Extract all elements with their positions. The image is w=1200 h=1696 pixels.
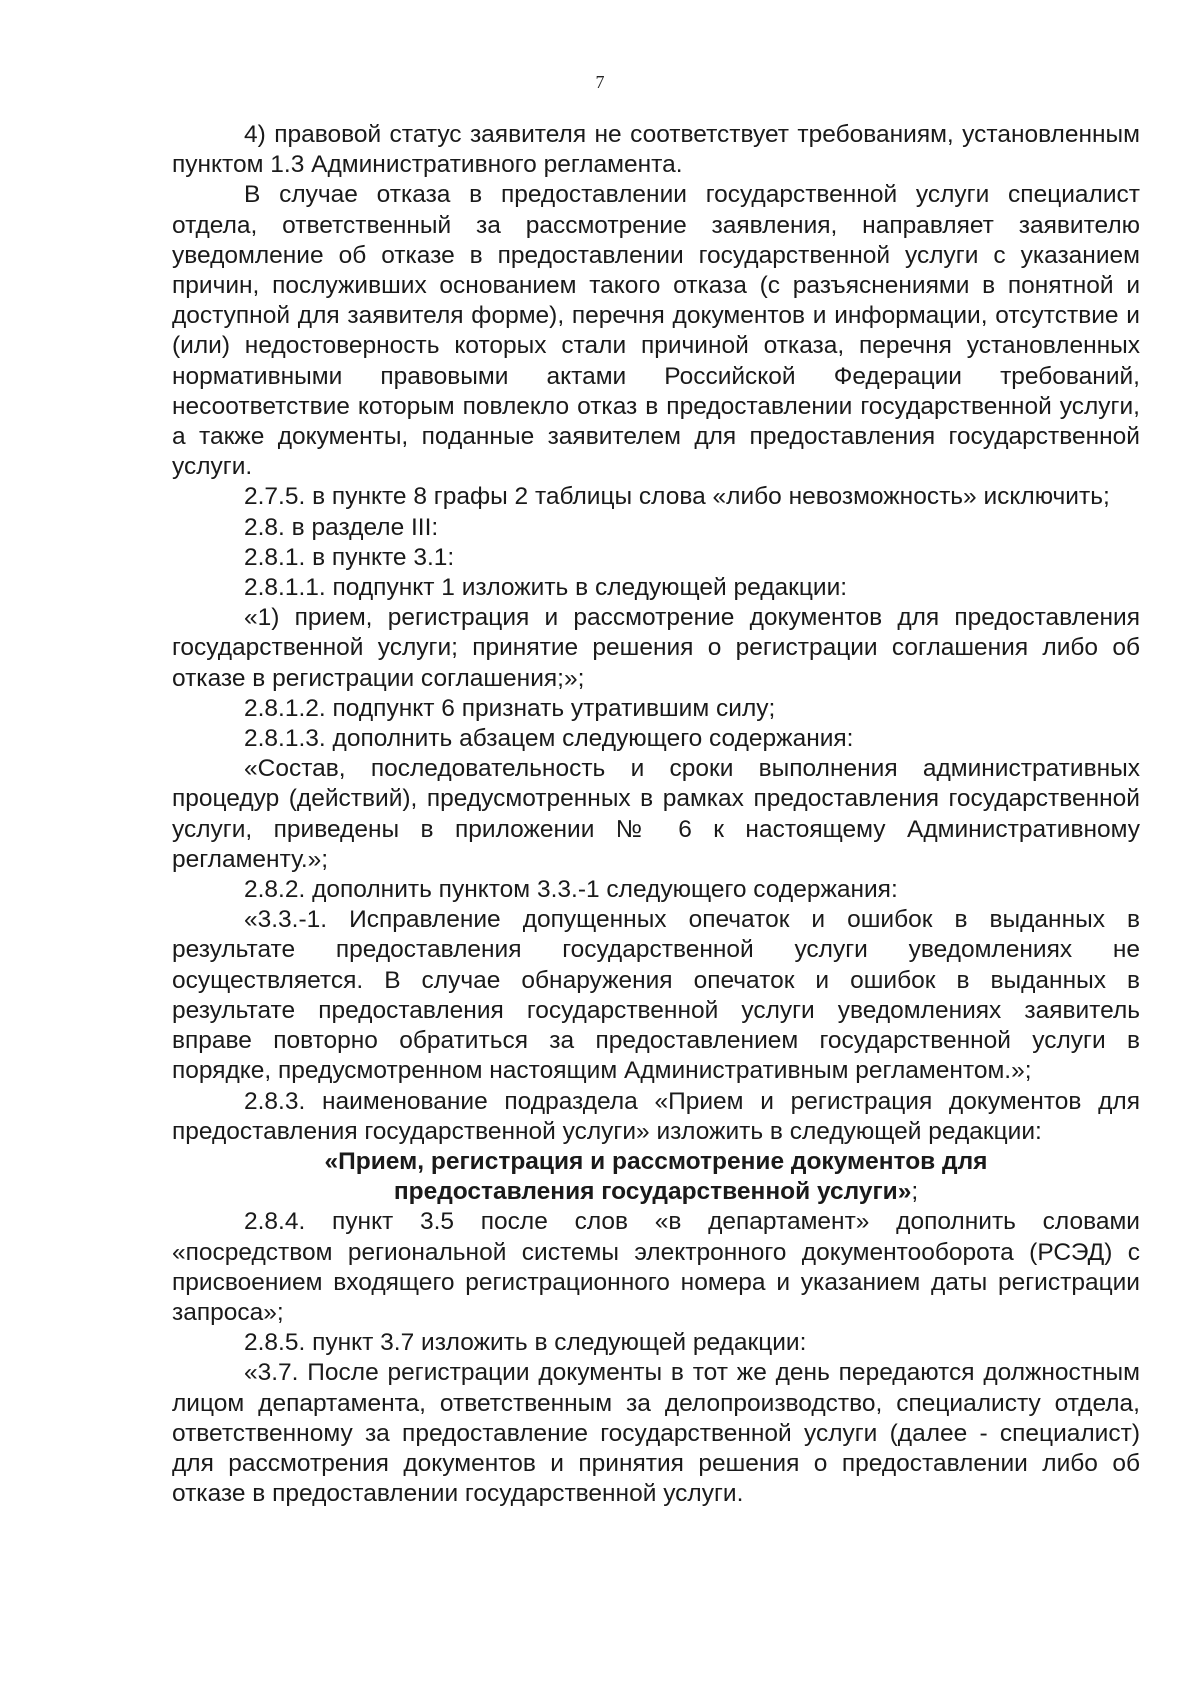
- document-body: [172, 120, 1140, 1509]
- page-number: 7: [595, 72, 605, 92]
- paragraph: 2.8.5. пункт 3.7 изложить в следующей редакции:: [244, 1329, 807, 1357]
- paragraph: 2.8.4. пункт 3.5 после слов «в департамент» дополнить словами «посредством региональной системы электронного документооборота (РСЭД) с присвоением входящего регистрационного номера и указанием даты регистрации запроса»;: [172, 1208, 1140, 1326]
- paragraph: «3.7. После регистрации документы в тот же день передаются должностным лицом департамента, ответственным за делопроизводство, специалисту отдела, ответственному за предоставление государственной услуги (далее - специалист) для рассмотрения документов и принятия решения о предоставлении либо об отказе в предоставлении государственной услуги.: [172, 1359, 1140, 1508]
- paragraph: 2.7.5. в пункте 8 графы 2 таблицы слова «либо невозможность» исключить;: [244, 483, 1110, 511]
- paragraph: «3.3.-1. Исправление допущенных опечаток и ошибок в выданных в результате предоставления государственной услуги уведомлениях не осуществляется. В случае обнаружения опечаток и ошибок в выданных в результате предоставления государственной услуги уведомлениях заявитель вправе повторно обратиться за предоставлением государственной услуги в порядке, предусмотренном настоящим Административным регламентом.»;: [172, 906, 1140, 1085]
- paragraph: В случае отказа в предоставлении государственной услуги специалист отдела, ответственный за рассмотрение заявления, направляет заявителю уведомление об отказе в предоставлении государственной услуги с указанием причин, послуживших основанием такого отказа (с разъяснениями в понятной и доступной для заявителя форме), перечня документов и информации, отсутствие и (или) недостоверность которых стали причиной отказа, перечня установленных нормативными правовыми актами Российской Федерации требований, несоответствие которым повлекло отказ в предоставлении государственной услуги, а также документы, поданные заявителем для предоставления государственной услуги.: [172, 181, 1140, 481]
- paragraph: 2.8.3. наименование подраздела «Прием и регистрация документов для предоставления государственной услуги» изложить в следующей редакции:: [172, 1087, 1140, 1145]
- paragraph: 2.8.1.1. подпункт 1 изложить в следующей редакции:: [244, 574, 848, 602]
- paragraph: 2.8.2. дополнить пунктом 3.3.-1 следующего содержания:: [244, 876, 898, 904]
- paragraph: 2.8.1.3. дополнить абзацем следующего содержания:: [244, 725, 854, 753]
- paragraph: «1) прием, регистрация и рассмотрение документов для предоставления государственной услуги; принятие решения о регистрации соглашения либо об отказе в регистрации соглашения;»;: [172, 604, 1140, 692]
- paragraph: 2.8.1.2. подпункт 6 признать утратившим силу;: [244, 694, 776, 722]
- paragraph: «Состав, последовательность и сроки выполнения административных процедур (действий), предусмотренных в рамках предоставления государственной услуги, приведены в приложении № 6 к настоящему Административному регламенту.»;: [172, 755, 1140, 873]
- paragraph: 2.8.1. в пункте 3.1:: [244, 543, 455, 571]
- heading-line-2: [172, 1177, 1140, 1207]
- paragraph: 2.8. в разделе III:: [244, 513, 439, 541]
- subsection-heading: [172, 1147, 1140, 1207]
- heading-line-2-text: предоставления государственной услуги»: [393, 1178, 912, 1206]
- heading-tail: ;: [911, 1178, 919, 1206]
- paragraph: 4) правовой статус заявителя не соответствует требованиям, установленным пунктом 1.3 Административного регламента.: [172, 121, 1140, 179]
- heading-line-1: «Прием, регистрация и рассмотрение документов для: [324, 1147, 988, 1175]
